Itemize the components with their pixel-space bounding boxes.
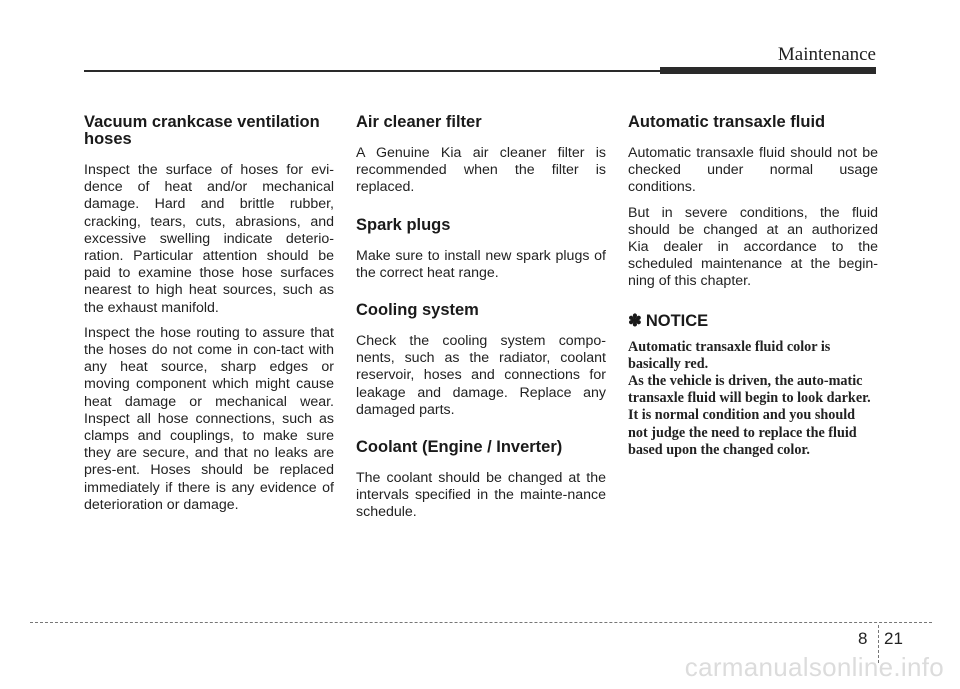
paragraph: Inspect the surface of hoses for evi-dence of heat and/or mechanical damage. Hard and brittle rubber, cracking, tears, cuts, abrasions, and excessive swelling indicate deterio-ration. Particular attention should be paid to examine those hose surfaces nearest to high heat sources, such as the exhaust manifold. — [84, 162, 334, 316]
section-air-cleaner — [356, 114, 606, 197]
page-number: 21 — [884, 629, 903, 648]
section-heading-coolant: Coolant (Engine / Inverter) — [356, 438, 563, 457]
watermark: carmanualsonline.info — [684, 652, 944, 682]
notice-line: Automatic transaxle fluid color is basically red. — [628, 338, 831, 372]
section-heading-cooling-system: Cooling system — [356, 301, 479, 320]
header-rule-thick — [660, 67, 876, 74]
section-heading-transaxle-fluid: Automatic transaxle fluid — [628, 113, 826, 131]
column-left — [84, 114, 334, 522]
section-heading-air-cleaner: Air cleaner filter — [356, 113, 482, 131]
chapter-number: 8 — [858, 629, 868, 648]
header-title: Maintenance — [777, 44, 876, 65]
section-heading-spark-plugs: Spark plugs — [356, 215, 451, 234]
section-coolant — [356, 439, 606, 522]
header-rule-thin — [84, 70, 690, 72]
paragraph: A Genuine Kia air cleaner filter is recommended when the filter is replaced. — [356, 145, 606, 196]
paragraph: But in severe conditions, the fluid should be changed at an authorized Kia dealer in accordance to the scheduled maintenance at the begin-ning of this chapter. — [628, 204, 878, 290]
column-middle — [356, 114, 606, 530]
notice-line: As the vehicle is driven, the auto-matic transaxle fluid will begin to look darker. — [628, 373, 871, 407]
section-spark-plugs — [356, 217, 606, 282]
section-heading-vacuum-hoses: Vacuum crankcase ventilation hoses — [84, 113, 320, 148]
footer-dashed-rule — [30, 622, 932, 623]
paragraph: Inspect the hose routing to assure that the hoses do not come in con-tact with any heat source, sharp edges or moving component which might cause heat damage or mechanical wear. Inspect all hose connections, such as clamps and couplings, to make sure they are secure, and that no leaks are pres-ent. Hoses should be replaced immediately if there is any evidence of deterioration or damage. — [84, 324, 334, 513]
notice-heading — [628, 311, 878, 331]
column-right — [628, 114, 878, 459]
section-cooling-system — [356, 302, 606, 419]
paragraph: The coolant should be changed at the intervals specified in the mainte-nance schedule. — [356, 470, 606, 521]
paragraph: Automatic transaxle fluid should not be checked under normal usage conditions. — [628, 145, 878, 196]
paragraph: Make sure to install new spark plugs of the correct heat range. — [356, 247, 606, 281]
paragraph: Check the cooling system compo-nents, such as the radiator, coolant reservoir, hoses and connections for leakage and damage. Replace any damaged parts. — [356, 333, 606, 418]
notice-title: NOTICE — [645, 311, 709, 330]
notice-icon: ✽ — [628, 311, 642, 330]
notice-line: It is normal condition and you should not judge the need to replace the fluid based upon the changed color. — [628, 407, 857, 458]
